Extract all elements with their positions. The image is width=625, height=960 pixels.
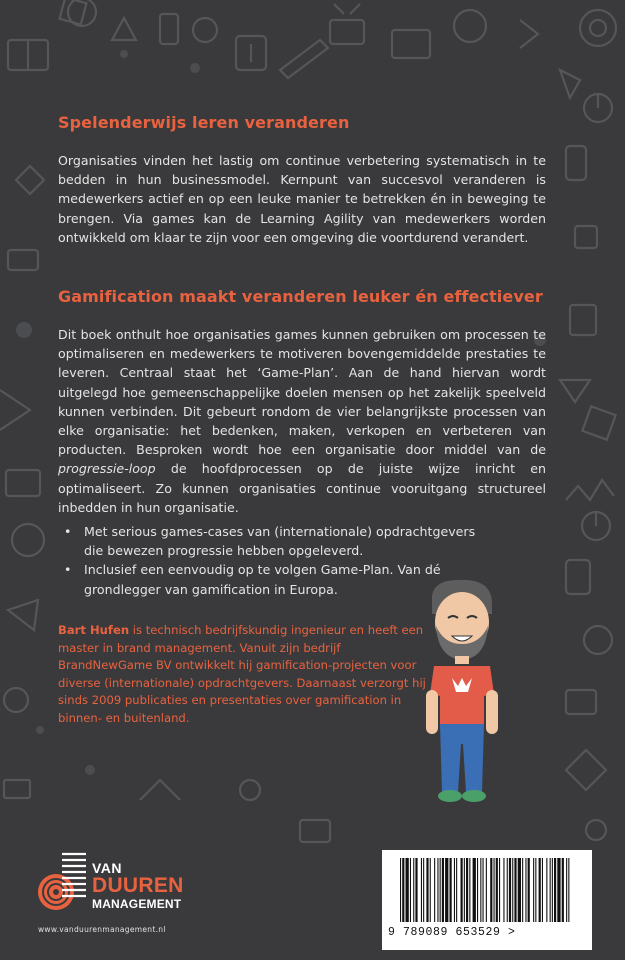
author-name: Bart Hufen	[58, 623, 130, 637]
publisher-logo-management: MANAGEMENT	[92, 897, 182, 911]
author-illustration	[412, 574, 512, 814]
section1-heading: Spelenderwijs leren veranderen	[58, 113, 350, 132]
bullet-item: • Met serious games-cases van (internationale) opdrachtgevers die bewezen progressie hebben opgeleverd.	[62, 522, 482, 560]
bullet-item: • Inclusief een eenvoudig op te volgen Game-Plan. Van dé grondlegger van gamification in Europa.	[62, 560, 482, 598]
publisher-logo-duuren: DUUREN	[92, 874, 184, 897]
isbn-barcode	[382, 850, 592, 950]
publisher-website: www.vanduurenmanagement.nl	[38, 925, 166, 934]
section1-paragraph: Organisaties vinden het lastig om continue verbetering systematisch in te bedden in hun businessmodel. Kernpunt van succesvol veranderen is medewerkers actief en op een leuke manier te betrekken én in beweging te brengen. Via games kan de Learning Agility van medewerkers worden ontwikkeld om klaar te zijn voor een omgeving die voortdurend verandert.	[58, 153, 546, 245]
author-bio	[58, 622, 436, 728]
section2-heading: Gamification maakt veranderen leuker én effectiever	[58, 287, 543, 306]
section2-paragraph	[58, 325, 546, 517]
publisher-logo-van: VAN	[92, 860, 123, 876]
section2-paragraph-part1: Dit boek onthult hoe organisaties games kunnen gebruiken om processen te optimaliseren en medewerkers te motiveren bovengemiddelde prestaties te leveren. Centraal staat het ‘Game-Plan’. Aan de hand hiervan wordt uitgelegd hoe gemeenschappelijke doelen mensen op het zakelijk speelveld kunnen verbinden. Dit gebeurt rondom de vier belangrijkste processen van elke organisatie: het bedenken, maken, verkopen en verbeteren van producten. Besproken wordt hoe een organisatie door middel van de	[58, 327, 546, 458]
isbn-number: 9 789089 653529 >	[388, 926, 516, 939]
section2-paragraph-part2: de hoofdprocessen op de juiste wijze inricht en optimaliseert. Zo kunnen organisaties continue vooruitgang structureel inbedden in hun organisatie.	[58, 461, 546, 515]
section2-paragraph-emphasis: progressie-loop	[58, 461, 156, 477]
author-bio-text: is technisch bedrijfskundig ingenieur en heeft een master in brand management. Vanuit zijn bedrijf BrandNewGame BV ontwikkelt hij gamification-projecten voor diverse (internationale) opdrachtgevers. Daarnaast verzorgt hij sinds 2009 publicaties en presentaties over gamification in binnen- en buitenland.	[58, 623, 426, 725]
barcode-bars	[396, 858, 578, 924]
